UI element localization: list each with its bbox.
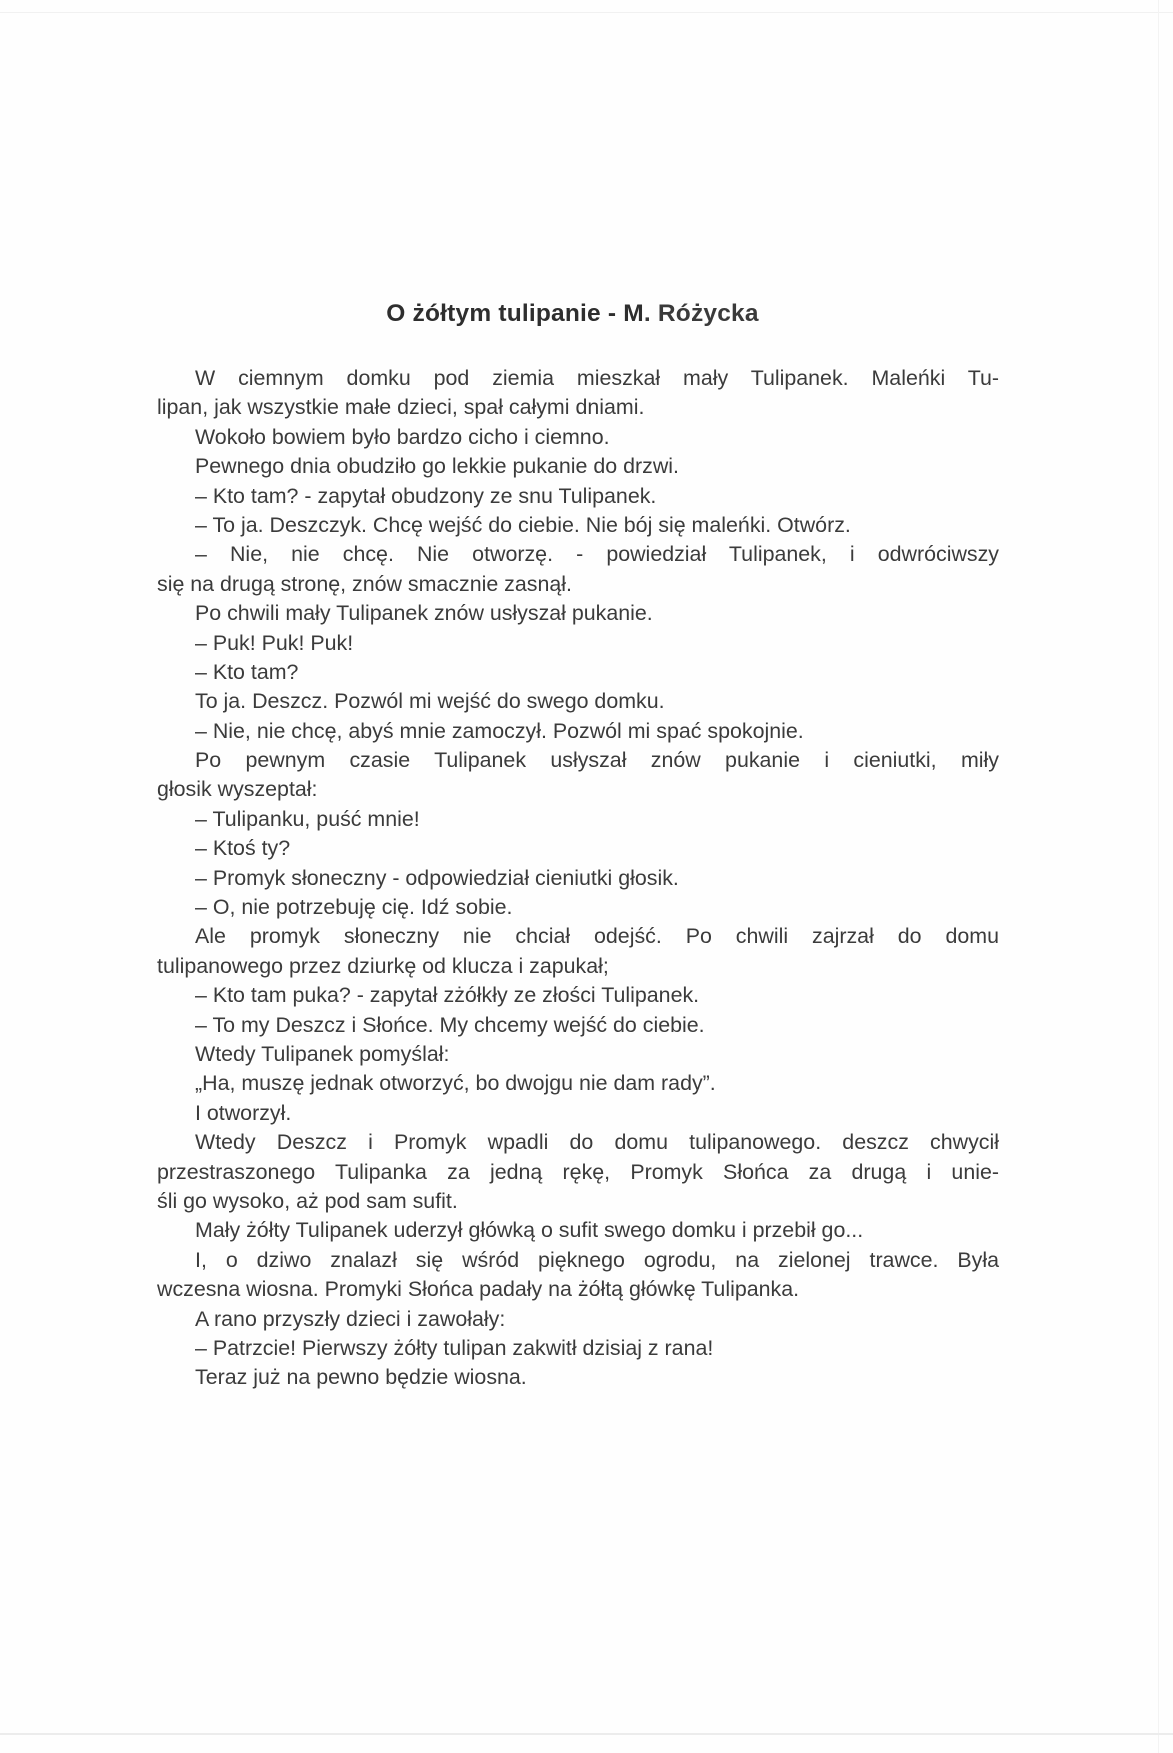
story-line: „Ha, muszę jednak otworzyć, bo dwojgu nie dam rady”. [195,1071,716,1096]
scan-edge-bottom [0,1733,1173,1735]
story-line: – To my Deszcz i Słońce. My chcemy wejść do ciebie. [195,1012,705,1037]
story-line: Wokoło bowiem było bardzo cicho i ciemno. [195,424,610,449]
story-line: przestraszonego Tulipanka za jedną rękę, Promyk Słońca za drugą i unie- [157,1159,999,1184]
scan-edge-right [1158,0,1159,1753]
story-title-author: . Różycka [643,300,759,327]
story-line: Po chwili mały Tulipanek znów usłyszał pukanie. [195,601,653,626]
scan-edge-top [0,12,1173,13]
story-title [0,300,1145,328]
story-line: – Puk! Puk! Puk! [195,630,354,655]
story-line: Po pewnym czasie Tulipanek usłyszał znów pukanie i cieniutki, miły [195,748,999,773]
story-line: – Kto tam? [195,659,299,684]
story-line: W ciemnym domku pod ziemia mieszkał mały Tulipanek. Maleńki Tu- [195,366,999,390]
story-line: To ja. Deszcz. Pozwól mi wejść do swego domku. [195,689,665,714]
story-line: – Tulipanku, puść mnie! [195,806,420,831]
story-line: I otworzył. [195,1100,292,1125]
story-line: Wtedy Deszcz i Promyk wpadli do domu tulipanowego. deszcz chwycił [195,1130,999,1155]
story-line: lipan, jak wszystkie małe dzieci, spał całymi dniami. [157,395,645,420]
story-line: tulipanowego przez dziurkę od klucza i zapukał; [157,953,609,978]
story-line: – Ktoś ty? [195,836,291,861]
story-body [157,364,999,1393]
story-line: śli go wysoko, aż pod sam sufit. [157,1188,458,1213]
story-line: – Nie, nie chcę, abyś mnie zamoczył. Pozwól mi spać spokojnie. [195,718,804,743]
story-line: głosik wyszeptał: [157,777,318,802]
story-line: wczesna wiosna. Promyki Słońca padały na żółtą główkę Tulipanka. [157,1277,800,1302]
story-line: – Promyk słoneczny - odpowiedział cieniutki głosik. [195,865,679,890]
story-line: – Kto tam puka? - zapytał zżółkły ze złości Tulipanek. [195,983,700,1008]
story-line: – To ja. Deszczyk. Chcę wejść do ciebie. Nie bój się maleńki. Otwórz. [195,512,851,537]
story-line: – O, nie potrzebuję cię. Idź sobie. [195,895,513,920]
story-line: się na drugą stronę, znów smacznie zasnął. [157,571,572,596]
story-line: A rano przyszły dzieci i zawołały: [195,1306,506,1331]
story-line: – Kto tam? - zapytał obudzony ze snu Tulipanek. [195,483,657,508]
story-line: Ale promyk słoneczny nie chciał odejść. Po chwili zajrzał do domu [195,924,999,949]
story-line: Mały żółty Tulipanek uderzył główką o sufit swego domku i przebił go... [195,1218,864,1243]
story-line: I, o dziwo znalazł się wśród pięknego ogrodu, na zielonej trawce. Była [195,1247,999,1272]
story-title-main: O żółtym tulipanie - M [386,300,644,327]
story-line: – Nie, nie chcę. Nie otworzę. - powiedział Tulipanek, i odwróciwszy [195,542,999,567]
story-line: Teraz już na pewno będzie wiosna. [195,1365,527,1390]
story-line: Wtedy Tulipanek pomyślał: [195,1041,450,1066]
story-line: – Patrzcie! Pierwszy żółty tulipan zakwitł dzisiaj z rana! [195,1335,714,1360]
story-line: Pewnego dnia obudziło go lekkie pukanie do drzwi. [195,454,679,479]
